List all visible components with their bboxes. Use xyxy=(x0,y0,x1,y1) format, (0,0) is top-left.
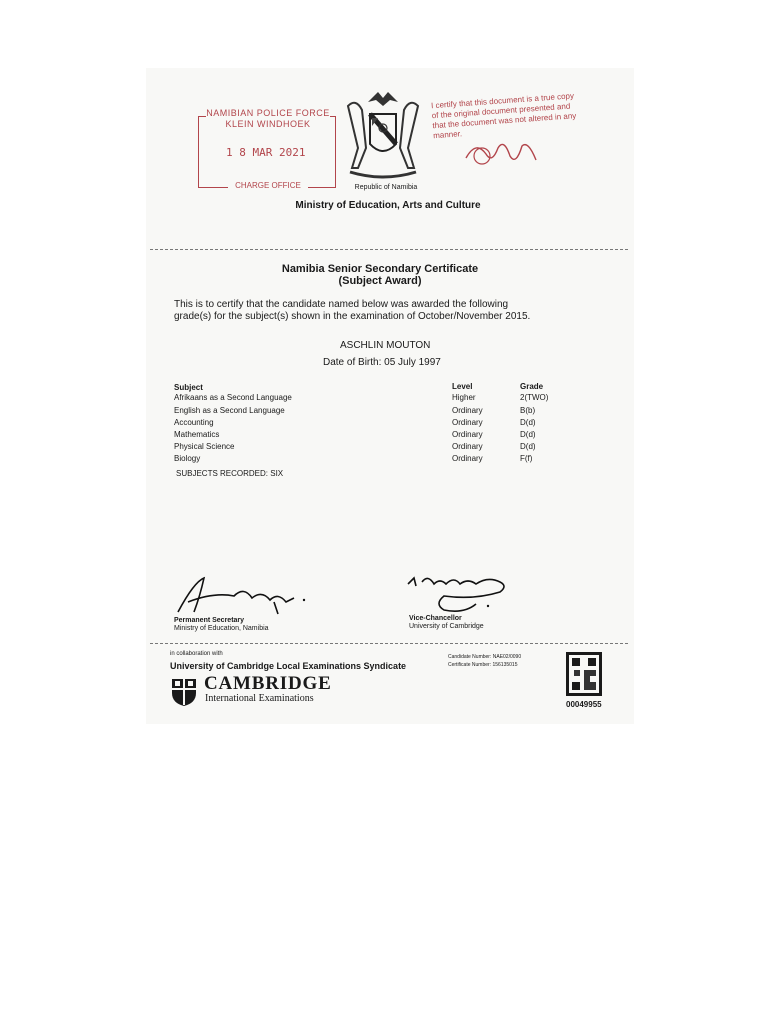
grade-header: Grade xyxy=(520,382,544,391)
level-cell: Higher xyxy=(452,393,476,402)
vice-chancellor-signature xyxy=(404,570,524,616)
footer-divider xyxy=(150,643,628,644)
intro-line-1: This is to certify that the candidate named below was awarded the following xyxy=(174,299,509,310)
cie-label: International Examinations xyxy=(205,693,314,704)
table-row xyxy=(174,430,594,442)
left-signatory-title: Permanent Secretary xyxy=(174,617,245,624)
certifier-signature xyxy=(462,136,542,170)
subject-cell: Accounting xyxy=(174,418,214,427)
right-signatory-org: University of Cambridge xyxy=(409,623,484,630)
table-row xyxy=(174,393,594,405)
table-row xyxy=(174,418,594,430)
left-signatory-org: Ministry of Education, Namibia xyxy=(174,625,269,632)
certificate-intro xyxy=(174,299,594,323)
title-line-1: Namibia Senior Secondary Certificate xyxy=(281,263,479,275)
level-header: Level xyxy=(452,382,473,391)
grade-cell: B(b) xyxy=(520,406,536,415)
subjects-recorded: SUBJECTS RECORDED: SIX xyxy=(176,469,284,478)
certification-text: I certify that this document is a true copy of the original document presented and that the document was not altered in any manner. xyxy=(430,91,577,141)
table-row xyxy=(174,406,594,418)
level-cell: Ordinary xyxy=(452,406,483,415)
title-line-2: (Subject Award) xyxy=(338,275,422,287)
right-signatory-title: Vice-Chancellor xyxy=(409,615,462,622)
ucles-name: University of Cambridge Local Examinations Syndicate xyxy=(170,661,407,671)
cambridge-wordmark: CAMBRIDGE xyxy=(204,673,332,694)
level-cell: Ordinary xyxy=(452,454,483,463)
table-row xyxy=(174,454,594,466)
collaboration-label: in collaboration with xyxy=(170,651,223,657)
level-cell: Ordinary xyxy=(452,442,483,451)
left-signatory xyxy=(174,617,269,633)
subject-cell: Afrikaans as a Second Language xyxy=(174,393,292,402)
cambridge-crest-icon xyxy=(170,677,198,707)
republic-label: Republic of Namibia xyxy=(354,184,418,191)
stamp-date: 1 8 MAR 2021 xyxy=(226,146,306,159)
certificate-title xyxy=(210,263,550,287)
serial-number: 00049955 xyxy=(566,700,602,709)
subject-cell: Physical Science xyxy=(174,442,235,451)
certificate-number: Certificate Number: 156135015 xyxy=(448,662,518,668)
candidate-number: Candidate Number: NAE02/0090 xyxy=(448,654,522,660)
security-seal-icon xyxy=(566,652,602,696)
grade-cell: D(d) xyxy=(520,442,536,451)
intro-line-2: grade(s) for the subject(s) shown in the examination of October/November 2015. xyxy=(174,311,531,322)
coat-of-arms-icon xyxy=(338,88,428,184)
table-row xyxy=(174,442,594,454)
level-cell: Ordinary xyxy=(452,418,483,427)
divider xyxy=(150,249,628,250)
stamp-line-1: NAMIBIAN POLICE FORCE xyxy=(206,108,330,118)
grade-cell: 2(TWO) xyxy=(520,393,549,402)
ministry-name: Ministry of Education, Arts and Culture xyxy=(295,200,481,211)
grade-cell: F(f) xyxy=(520,454,533,463)
grade-cell: D(d) xyxy=(520,430,536,439)
stamp-line-3: CHARGE OFFICE xyxy=(228,181,308,190)
subject-cell: Mathematics xyxy=(174,430,220,439)
level-cell: Ordinary xyxy=(452,430,483,439)
subject-cell: Biology xyxy=(174,454,201,463)
subject-header: Subject xyxy=(174,383,203,392)
candidate-name: ASCHLIN MOUTON xyxy=(340,340,431,351)
date-of-birth: Date of Birth: 05 July 1997 xyxy=(323,357,441,368)
permanent-secretary-signature xyxy=(174,572,314,616)
grade-cell: D(d) xyxy=(520,418,536,427)
police-stamp xyxy=(198,108,338,192)
right-signatory xyxy=(409,615,484,631)
stamp-line-2: KLEIN WINDHOEK xyxy=(225,119,311,129)
subject-cell: English as a Second Language xyxy=(174,406,285,415)
